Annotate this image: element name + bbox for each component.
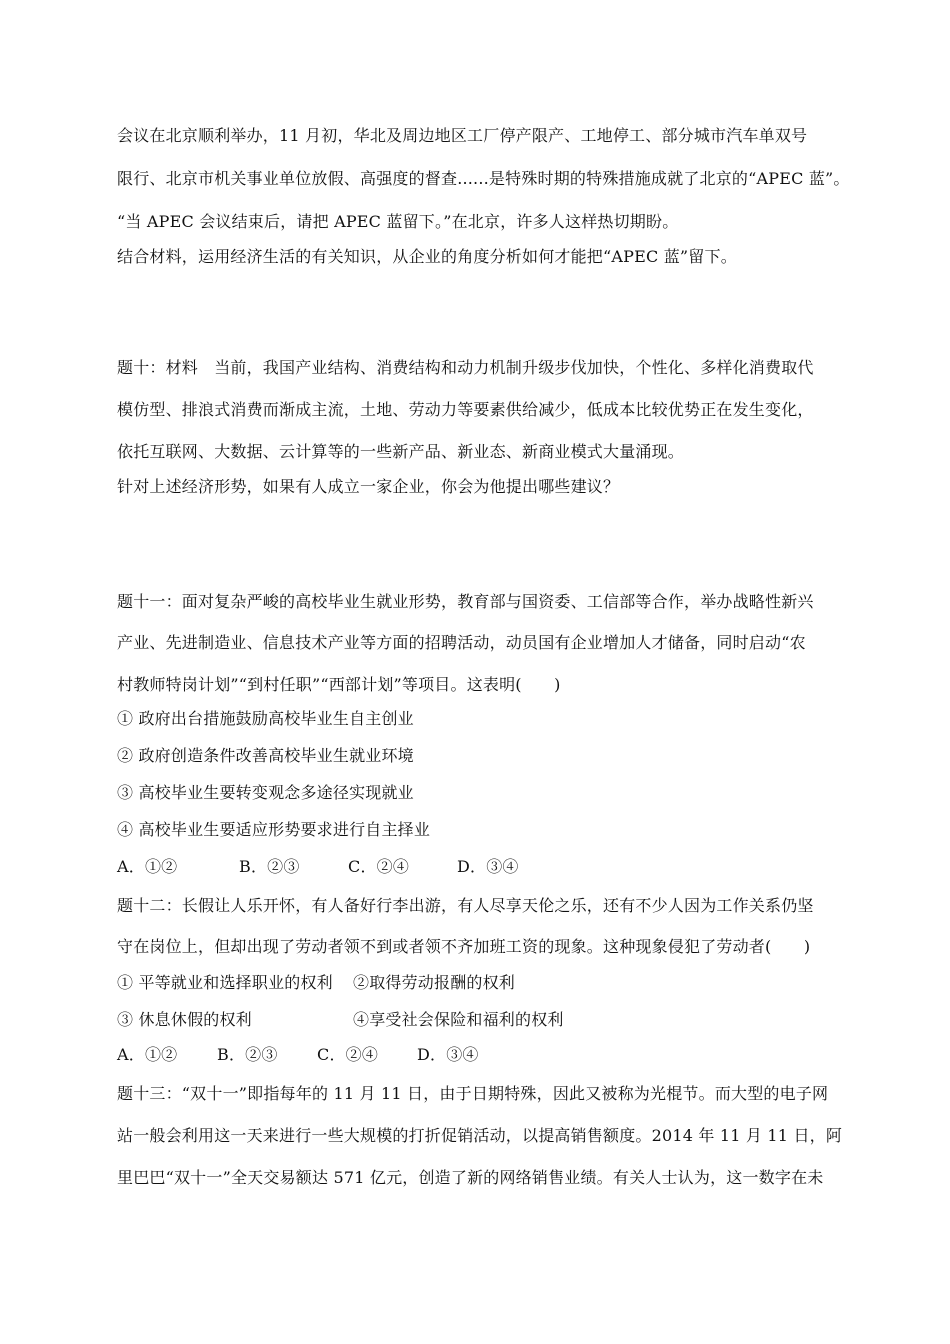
q12-choice-d: D．③④ (417, 1045, 479, 1064)
q12-option-4: ④享受社会保险和福利的权利 (353, 1010, 564, 1029)
q9-line-2: 限行、北京市机关事业单位放假、高强度的督查......是特殊时期的特殊措施成就了北京的“APEC 蓝”。 (117, 169, 850, 188)
q11-option-1: ① 政府出台措施鼓励高校毕业生自主创业 (117, 709, 414, 728)
q13-line-2: 站一般会利用这一天来进行一些大规模的打折促销活动，以提高销售额度。2014 年 11 月 11 日，阿 (117, 1126, 843, 1145)
q12-options-row-2 (117, 1010, 564, 1030)
q9-line-3: “当 APEC 会议结束后，请把 APEC 蓝留下。”在北京，许多人这样热切期盼。 (117, 212, 679, 231)
q9-line-4: 结合材料，运用经济生活的有关知识，从企业的角度分析如何才能把“APEC 蓝”留下。 (117, 247, 737, 266)
q12-line-2: 守在岗位上，但却出现了劳动者领不到或者领不齐加班工资的现象。这种现象侵犯了劳动者( ) (117, 937, 811, 956)
q11-line-1: 题十一：面对复杂严峻的高校毕业生就业形势，教育部与国资委、工信部等合作，举办战略性新兴 (117, 592, 814, 611)
q11-option-4: ④ 高校毕业生要适应形势要求进行自主择业 (117, 820, 431, 839)
q10-line-2: 模仿型、排浪式消费而渐成主流，土地、劳动力等要素供给减少，低成本比较优势正在发生变化， (117, 400, 814, 419)
q10-line-4: 针对上述经济形势，如果有人成立一家企业，你会为他提出哪些建议？ (117, 477, 620, 496)
q12-line-1: 题十二：长假让人乐开怀，有人备好行李出游，有人尽享天伦之乐，还有不少人因为工作关系仍坚 (117, 896, 814, 915)
q11-choice-b: B．②③ (239, 857, 300, 876)
q10-line-1: 题十：材料 当前，我国产业结构、消费结构和动力机制升级步伐加快，个性化、多样化消费取代 (117, 358, 814, 377)
q11-choices (117, 857, 519, 877)
q12-choice-c: C．②④ (317, 1045, 379, 1064)
q11-line-2: 产业、先进制造业、信息技术产业等方面的招聘活动，动员国有企业增加人才储备，同时启动“农 (117, 633, 806, 652)
q13-line-3: 里巴巴“双十一”全天交易额达 571 亿元，创造了新的网络销售业绩。有关人士认为，这一数字在未 (117, 1168, 824, 1187)
q9-line-1: 会议在北京顺利举办，11 月初，华北及周边地区工厂停产限产、工地停工、部分城市汽车单双号 (117, 126, 808, 145)
q11-option-2: ② 政府创造条件改善高校毕业生就业环境 (117, 746, 414, 765)
q12-option-2: ②取得劳动报酬的权利 (353, 973, 516, 992)
q12-choice-b: B．②③ (217, 1045, 278, 1064)
q12-choice-a: A．①② (117, 1045, 178, 1064)
q11-option-3: ③ 高校毕业生要转变观念多途径实现就业 (117, 783, 414, 802)
q13-line-1: 题十三：“双十一”即指每年的 11 月 11 日，由于日期特殊，因此又被称为光棍节。而大型的电子网 (117, 1084, 829, 1103)
q12-option-3: ③ 休息休假的权利 (117, 1010, 252, 1029)
q12-option-1: ① 平等就业和选择职业的权利 (117, 973, 333, 992)
q11-choice-a: A．①② (117, 857, 178, 876)
q11-choice-d: D．③④ (457, 857, 519, 876)
q10-line-3: 依托互联网、大数据、云计算等的一些新产品、新业态、新商业模式大量涌现。 (117, 442, 685, 461)
q12-options-row-1 (117, 973, 515, 993)
q11-line-3: 村教师特岗计划”“到村任职”“西部计划”等项目。这表明( ) (117, 675, 561, 694)
q12-choices (117, 1045, 479, 1065)
q11-choice-c: C．②④ (348, 857, 410, 876)
